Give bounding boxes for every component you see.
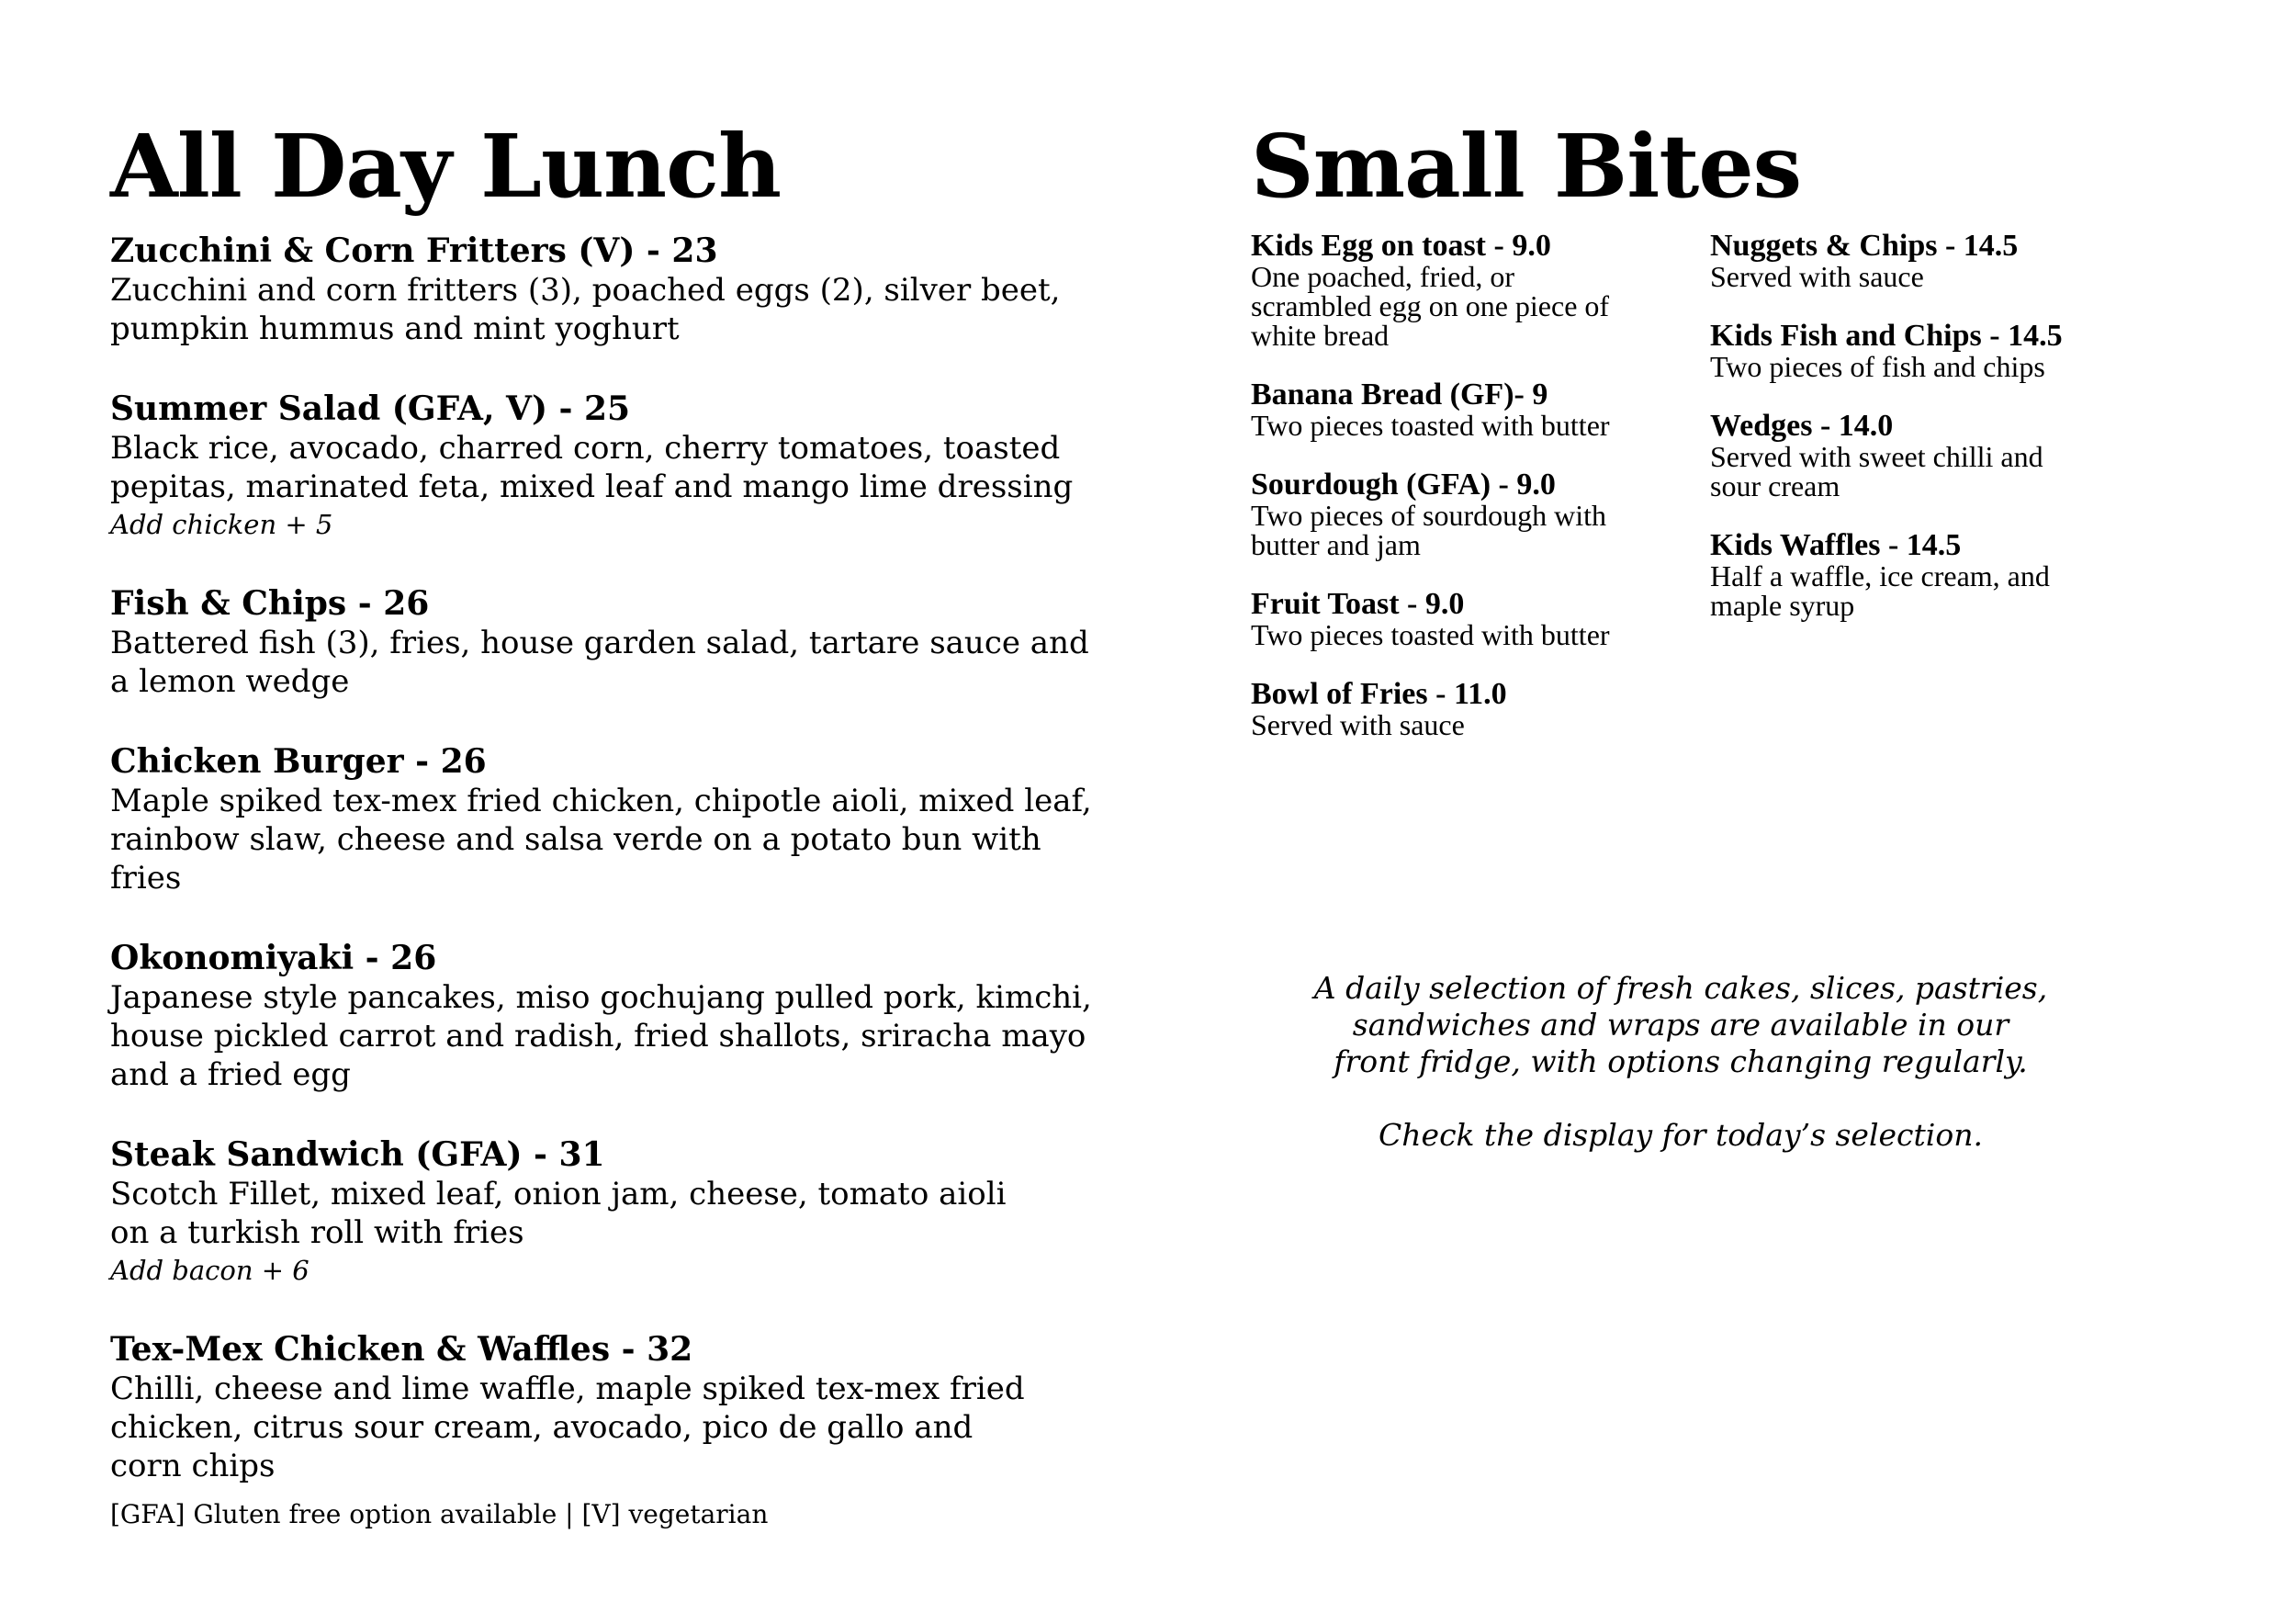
menu-item-title: Sourdough (GFA) - 9.0 <box>1251 468 1556 502</box>
menu-item <box>1251 469 1710 559</box>
menu-item-title: Kids Waffles - 14.5 <box>1710 528 1962 562</box>
menu-item-description: Scotch Fillet, mixed leaf, onion jam, cheese, tomato aioli on a turkish roll with fries <box>110 1176 1007 1251</box>
menu-item <box>110 1329 1102 1485</box>
menu-item <box>1710 411 2188 501</box>
menu-item-description: Chilli, cheese and lime waffle, maple spiked tex-mex fried chicken, citrus sour cream, avocado, pico de gallo and corn chips <box>110 1370 1025 1484</box>
menu-item-title: Nuggets & Chips - 14.5 <box>1710 229 2019 263</box>
note-paragraph: A daily selection of fresh cakes, slices, pastries, sandwiches and wraps are available in our front fridge, with options changing regularly. <box>1313 970 2048 1079</box>
menu-item <box>1251 379 1710 440</box>
menu-item-title: Banana Bread (GF)- 9 <box>1251 378 1548 412</box>
menu-item-title: Okonomiyaki - 26 <box>110 939 437 977</box>
menu-item-description: Zucchini and corn fritters (3), poached eggs (2), silver beet, pumpkin hummus and mint yoghurt <box>110 272 1061 347</box>
menu-item <box>110 1134 1102 1289</box>
menu-item-description: Two pieces of fish and chips <box>1710 350 2045 383</box>
menu-item-title: Zucchini & Corn Fritters (V) - 23 <box>110 231 718 270</box>
section-heading: All Day Lunch <box>110 116 782 218</box>
menu-item-description: Half a waffle, ice cream, and maple syrup <box>1710 559 2050 622</box>
menu-item <box>110 389 1102 543</box>
section-heading: Small Bites <box>1251 116 1802 218</box>
menu-item-description: Japanese style pancakes, miso gochujang pulled pork, kimchi, house pickled carrot and radish, fried shallots, sriracha mayo and a fried egg <box>110 979 1092 1093</box>
menu-item-description: Served with sauce <box>1710 260 1924 293</box>
menu-item <box>1251 589 1710 649</box>
menu-item-description: Black rice, avocado, charred corn, cherry tomatoes, toasted pepitas, marinated feta, mixed leaf and mango lime dressing <box>110 430 1074 505</box>
menu-item <box>1251 231 1710 350</box>
all-day-lunch-section <box>110 110 1102 1531</box>
menu-item-description: Battered fish (3), fries, house garden salad, tartare sauce and a lemon wedge <box>110 625 1089 700</box>
small-bites-column <box>1251 231 1710 769</box>
menu-item-addon: Add bacon + 6 <box>110 1255 310 1286</box>
small-bites-grid <box>1251 231 2206 769</box>
menu-item-description: Two pieces toasted with butter <box>1251 409 1610 442</box>
menu-item-title: Chicken Burger - 26 <box>110 742 487 781</box>
menu-item <box>110 583 1102 701</box>
dietary-legend: [GFA] Gluten free option available | [V] vegetarian <box>110 1499 769 1529</box>
menu-item-title: Kids Fish and Chips - 14.5 <box>1710 319 2063 353</box>
menu-item <box>1251 679 1710 739</box>
menu-item-description: Served with sweet chilli and sour cream <box>1710 440 2043 502</box>
note-paragraph: Check the display for today’s selection. <box>1379 1117 1983 1153</box>
menu-item-title: Tex-Mex Chicken & Waffles - 32 <box>110 1330 693 1369</box>
menu-item-title: Fruit Toast - 9.0 <box>1251 587 1465 621</box>
menu-item <box>110 741 1102 897</box>
menu-item <box>1710 231 2188 291</box>
menu-item-title: Fish & Chips - 26 <box>110 584 430 623</box>
fridge-selection-note <box>1286 970 2076 1190</box>
menu-item <box>110 938 1102 1094</box>
menu-item-title: Steak Sandwich (GFA) - 31 <box>110 1135 605 1174</box>
small-bites-section <box>1251 110 2206 769</box>
menu-item-title: Kids Egg on toast - 9.0 <box>1251 229 1551 263</box>
menu-item-description: Two pieces of sourdough with butter and jam <box>1251 499 1607 561</box>
menu-item <box>1710 321 2188 381</box>
menu-item-description: Served with sauce <box>1251 708 1465 741</box>
menu-item-title: Bowl of Fries - 11.0 <box>1251 677 1507 711</box>
menu-item-addon: Add chicken + 5 <box>110 509 333 540</box>
menu-item-description: One poached, fried, or scrambled egg on one piece of white bread <box>1251 260 1610 352</box>
menu-item-description: Two pieces toasted with butter <box>1251 618 1610 651</box>
menu-item-title: Summer Salad (GFA, V) - 25 <box>110 389 631 428</box>
menu-item-title: Wedges - 14.0 <box>1710 409 1894 443</box>
menu-item <box>1710 530 2188 620</box>
small-bites-column <box>1710 231 2188 769</box>
menu-item <box>110 231 1102 348</box>
menu-item-description: Maple spiked tex-mex fried chicken, chipotle aioli, mixed leaf, rainbow slaw, cheese and salsa verde on a potato bun with fries <box>110 783 1092 897</box>
